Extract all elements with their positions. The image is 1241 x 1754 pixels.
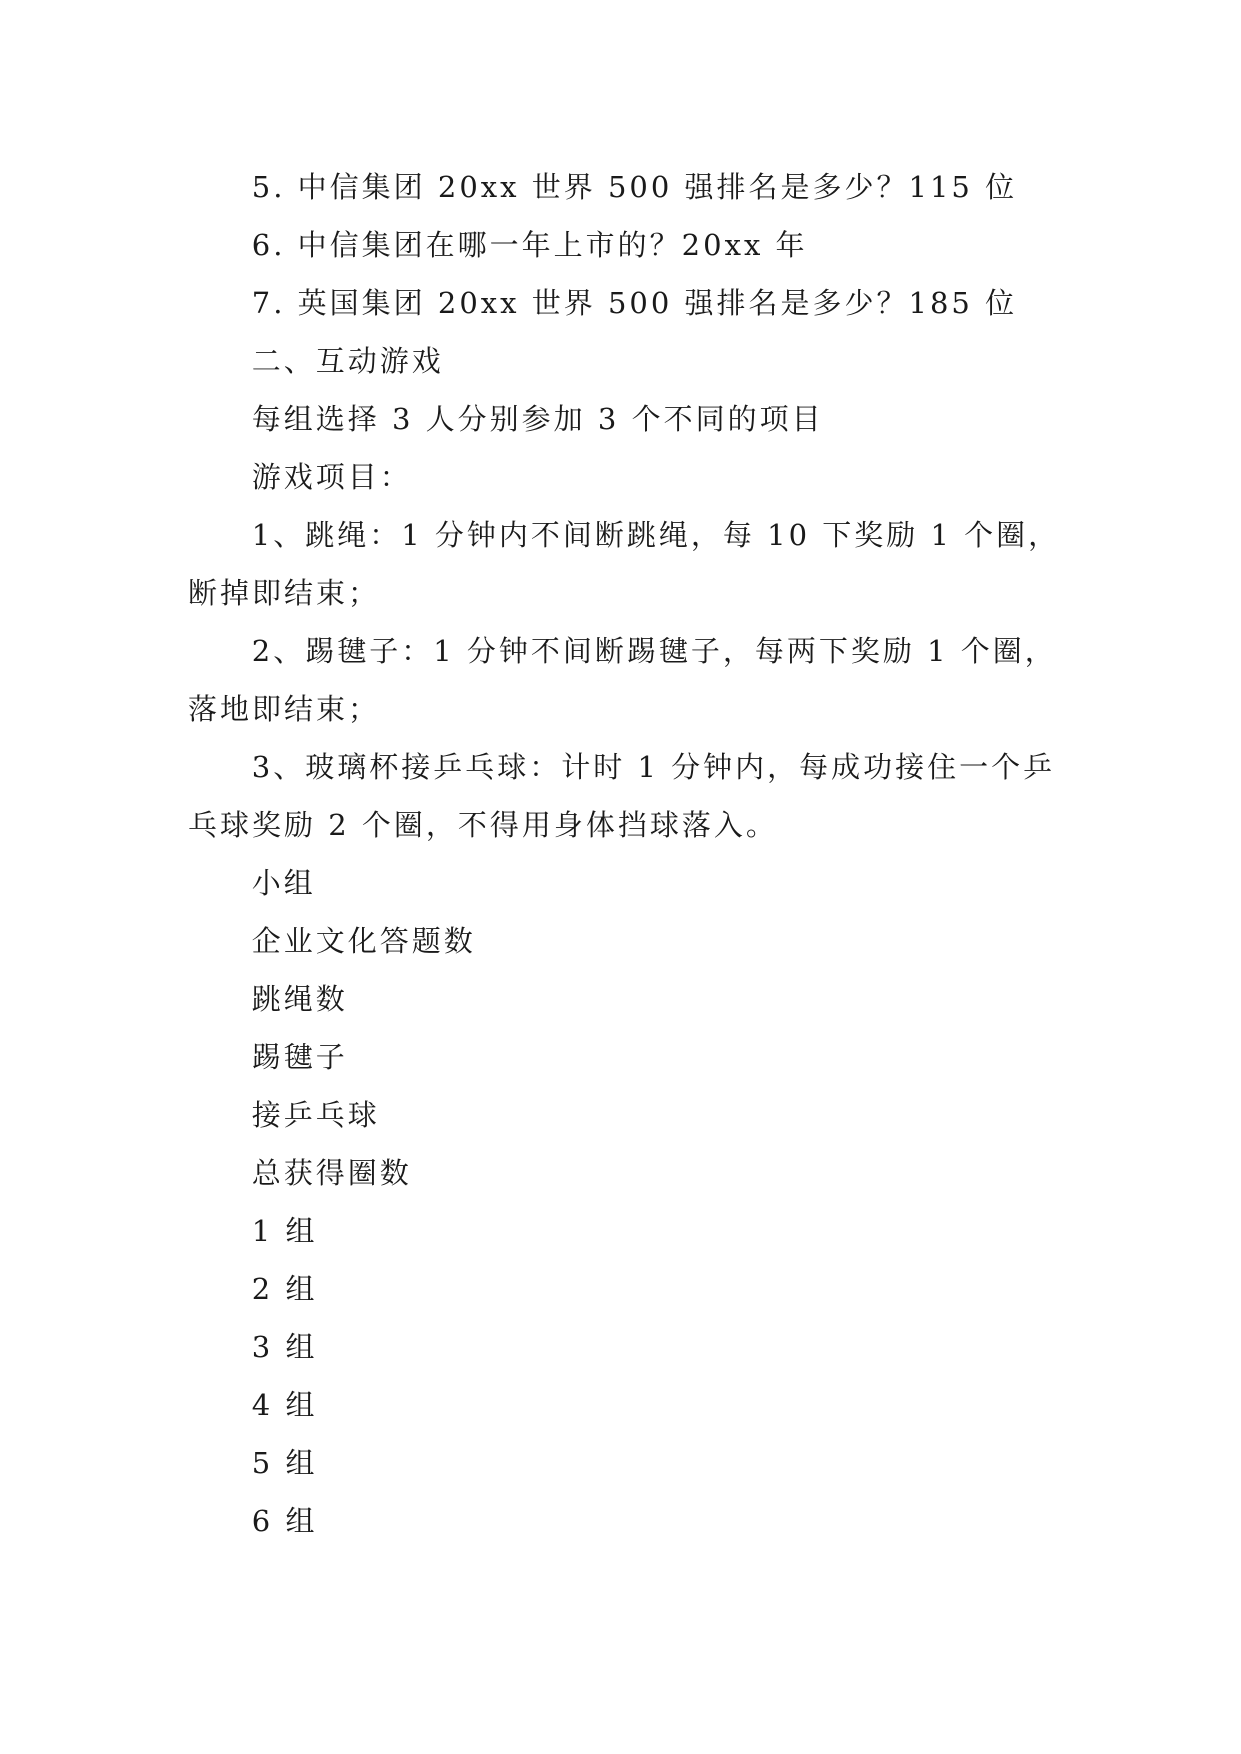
group-row-5: 5 组 bbox=[251, 1446, 318, 1480]
game-item-shuttlecock: 2、踢毽子：1 分钟不间断踢毽子，每两下奖励 1 个圈，落地即结束； bbox=[188, 634, 1057, 726]
table-header-rope-count: 跳绳数 bbox=[251, 982, 348, 1016]
group-selection-text: 每组选择 3 人分别参加 3 个不同的项目 bbox=[251, 402, 824, 436]
group-row-6: 6 组 bbox=[251, 1504, 318, 1538]
table-header-shuttlecock: 踢毽子 bbox=[251, 1040, 348, 1074]
game-item-ping-pong: 3、玻璃杯接乒乓球：计时 1 分钟内，每成功接住一个乒乓球奖励 2 个圈，不得用身体挡球落入。 bbox=[188, 750, 1056, 842]
game-items-label: 游戏项目： bbox=[251, 460, 412, 494]
game-item-rope-skipping: 1、跳绳：1 分钟内不间断跳绳，每 10 下奖励 1 个圈，断掉即结束； bbox=[188, 518, 1061, 610]
section-heading-interactive-games: 二、互动游戏 bbox=[251, 344, 444, 378]
group-row-2: 2 组 bbox=[251, 1272, 318, 1306]
question-6: 6. 中信集团在哪一年上市的？20xx 年 bbox=[251, 228, 808, 262]
table-header-group: 小组 bbox=[251, 866, 316, 900]
question-5: 5. 中信集团 20xx 世界 500 强排名是多少？115 位 bbox=[251, 170, 1018, 204]
table-header-total-rings: 总获得圈数 bbox=[251, 1156, 412, 1190]
group-row-3: 3 组 bbox=[251, 1330, 318, 1364]
group-row-4: 4 组 bbox=[251, 1388, 318, 1422]
table-header-ping-pong: 接乒乓球 bbox=[251, 1098, 380, 1132]
table-header-culture-answers: 企业文化答题数 bbox=[251, 924, 476, 958]
question-7: 7. 英国集团 20xx 世界 500 强排名是多少？185 位 bbox=[251, 286, 1018, 320]
group-row-1: 1 组 bbox=[251, 1214, 318, 1248]
document-body bbox=[188, 158, 1078, 1550]
